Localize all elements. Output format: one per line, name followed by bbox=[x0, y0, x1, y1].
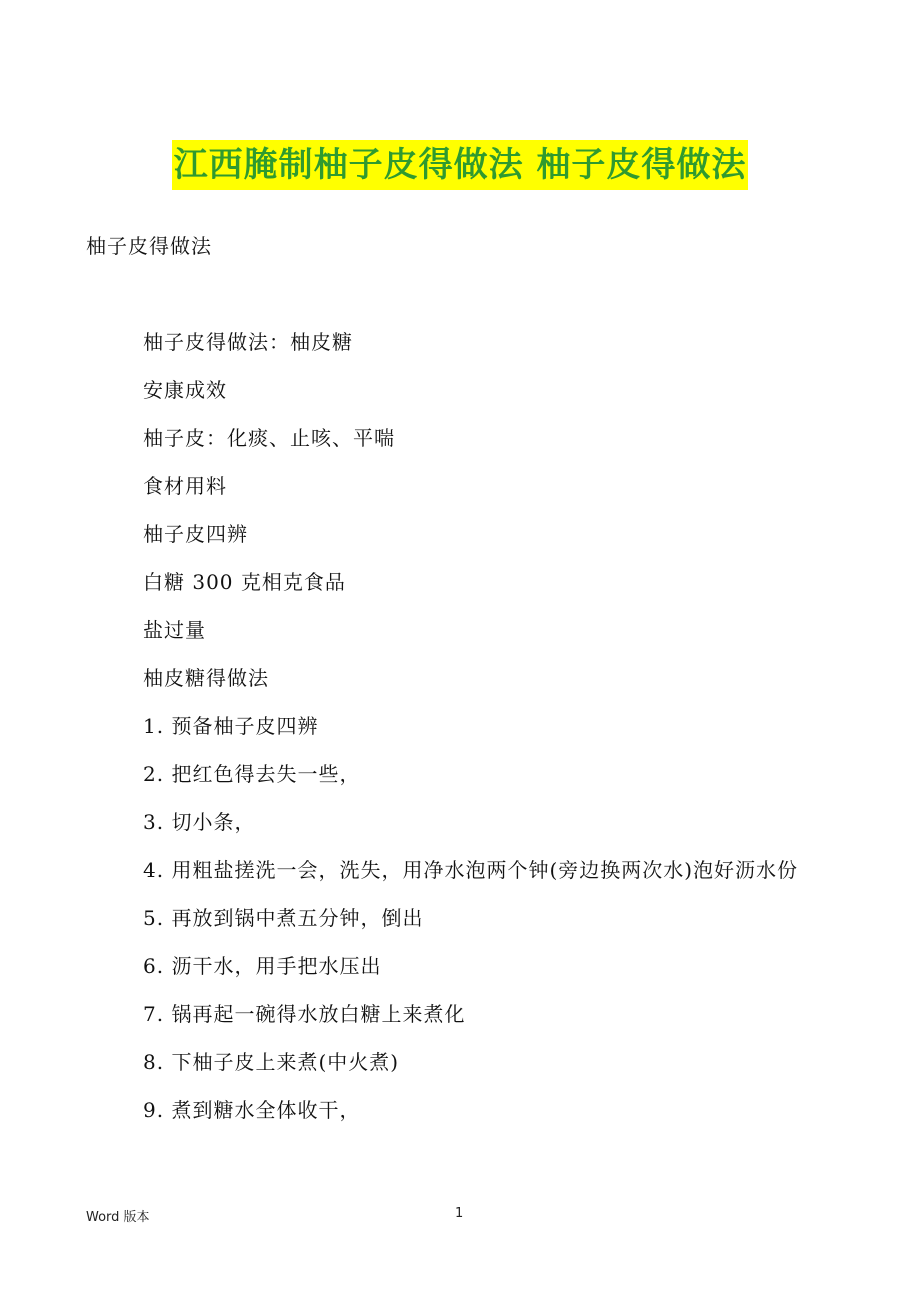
paragraph: 白糖 300 克相克食品 bbox=[143, 570, 346, 594]
paragraph: 安康成效 bbox=[143, 378, 227, 402]
document-body bbox=[86, 326, 844, 1142]
paragraph: 柚皮糖得做法 bbox=[143, 666, 269, 690]
paragraph: 食材用料 bbox=[143, 474, 227, 498]
document-subtitle: 柚子皮得做法 bbox=[86, 234, 212, 258]
paragraph: 柚子皮四辨 bbox=[143, 522, 248, 546]
title-container bbox=[0, 140, 920, 190]
step-item: 5. 再放到锅中煮五分钟，倒出 bbox=[143, 906, 424, 930]
step-item: 6. 沥干水，用手把水压出 bbox=[143, 954, 382, 978]
document-title: 江西腌制柚子皮得做法 柚子皮得做法 bbox=[172, 140, 749, 190]
paragraph: 柚子皮得做法：柚皮糖 bbox=[143, 330, 353, 354]
step-item: 4. 用粗盐搓洗一会，洗失，用净水泡两个钟(旁边换两次水)泡好沥水份 bbox=[143, 858, 799, 882]
step-item: 8. 下柚子皮上来煮(中火煮) bbox=[143, 1050, 400, 1074]
step-item: 3. 切小条， bbox=[143, 810, 256, 834]
step-item: 7. 锅再起一碗得水放白糖上来煮化 bbox=[143, 1002, 466, 1026]
page-number: 1 bbox=[455, 1206, 464, 1221]
paragraph: 盐过量 bbox=[143, 618, 206, 642]
step-item: 1. 预备柚子皮四辨 bbox=[143, 714, 319, 738]
footer-label: Word 版本 bbox=[86, 1210, 150, 1225]
step-item: 9. 煮到糖水全体收干， bbox=[143, 1098, 361, 1122]
step-item: 2. 把红色得去失一些， bbox=[143, 762, 361, 786]
paragraph: 柚子皮：化痰、止咳、平喘 bbox=[143, 426, 395, 450]
